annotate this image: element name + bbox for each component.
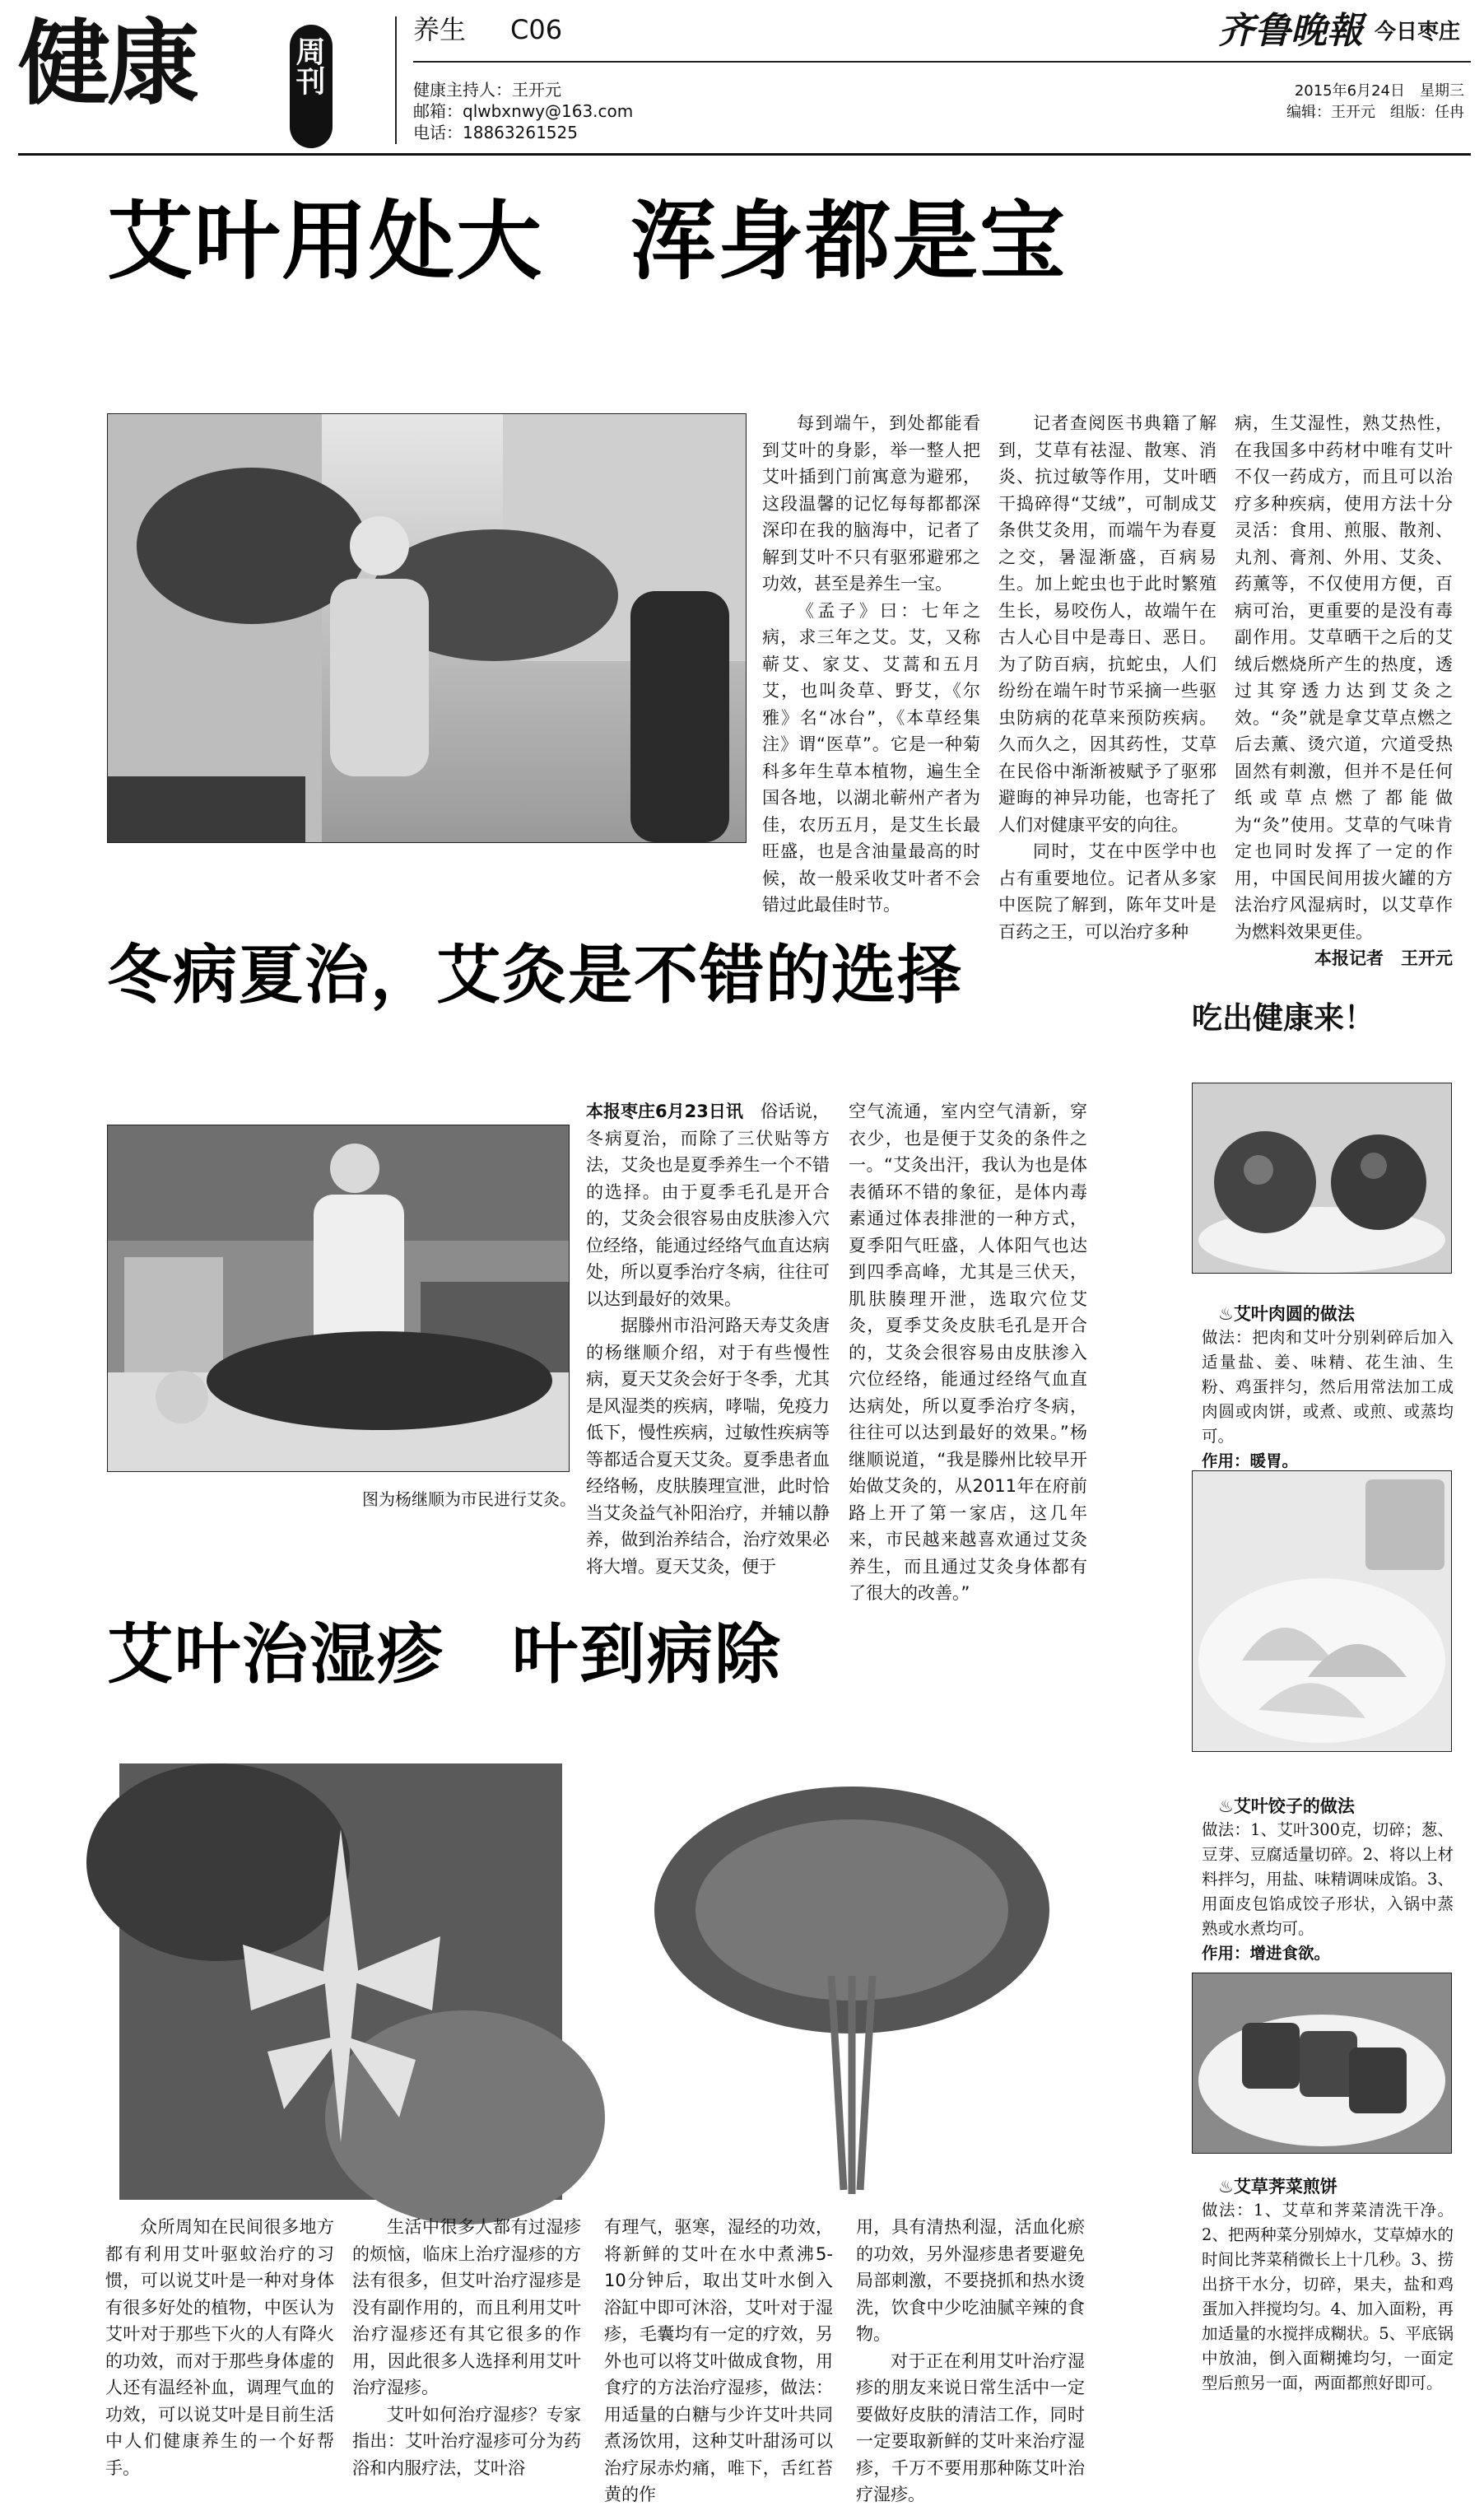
paragraph	[586, 1098, 830, 1312]
host-line: 健康主持人：王开元	[413, 80, 561, 100]
paragraph: 据滕州市沿河路天寿艾灸唐的杨继顺介绍，对于有些慢性病，夏天艾灸会好于冬季，尤其是风湿类的疾病，哮喘，免疫力低下，慢性疾病，过敏性疾病等等都适合夏天艾灸。夏季患者血经络畅，皮肤腠理宣泄，此时恰当艾灸益气补阳治疗，并辅以静养，做到治养结合，治疗效果必将大增。夏天艾灸，便于	[586, 1316, 830, 1577]
byline: 本报记者 王开元	[1314, 948, 1453, 968]
article3-headline: 艾叶治湿疹 叶到病除	[107, 1616, 782, 1693]
mugwort-pancake-photo	[1193, 1973, 1451, 2153]
recipe3-body	[1202, 2198, 1454, 2396]
recipe2-photo	[1192, 1470, 1452, 1752]
dateline: 本报枣庄6月23日讯	[586, 1102, 743, 1121]
article3-column-1	[105, 2214, 334, 2498]
recipe-title-text: 艾叶饺子的做法	[1233, 1796, 1355, 1816]
paragraph: 同时，艾在中医学中也占有重要地位。记者从多家中医院了解到，陈年艾叶是百药之王，可以治疗多种	[998, 841, 1217, 942]
article1-headline: 艾叶用处大 浑身都是宝	[107, 191, 1068, 291]
masthead-rule	[413, 61, 1471, 63]
bowl-icon: ♨	[1218, 1304, 1234, 1324]
recipe2-body	[1202, 1818, 1454, 1966]
article3-photo-right	[634, 1770, 1070, 2198]
recipe-method: 做法：1、艾草和荠菜清洗干净。2、把两种菜分别焯水，艾草焯水的时间比荠菜稍微长上十几秒。3、捞出挤干水分，切碎，果夫，盐和鸡蛋加入拌搅均匀。4、加入面粉，再加适量的水搅拌成糊状。5、平底锅中放油，倒入面糊摊均匀，一面定型后煎另一面，两面都煎好即可。	[1202, 2201, 1454, 2392]
recipe1-body	[1202, 1325, 1454, 1474]
article2-column-2	[849, 1098, 1087, 1603]
recipe-method: 做法：把肉和艾叶分别剁碎后加入适量盐、姜、味精、花生油、生粉、鸡蛋拌匀，然后用常法加工成肉圆或肉饼，或煮、或煎、或蒸均可。	[1202, 1328, 1454, 1446]
article3-column-2	[352, 2214, 581, 2498]
paragraph: 众所周知在民间很多地方都有利用艾叶驱蚊治疗的习惯，可以说艾叶是一种对身体有很多好处的植物，中医认为艾叶对于那些下火的人有降火的功效，而对于那些身体虚的人还有温经补血，调理气血的功效，可以说艾叶是目前生活中人们健康养生的一个好帮手。	[105, 2217, 334, 2478]
paragraph: 空气流通，室内空气清新，穿衣少，也是便于艾灸的条件之一。“艾灸出汗，我认为也是体表循环不错的象征，是体内毒素通过体表排泄的一种方式，夏季阳气旺盛，人体阳气也达到四季高峰，尤其是三伏天，肌肤腠理开泄，选取穴位艾灸，夏季艾灸皮肤毛孔是开合的，艾灸会很容易由皮肤渗入穴位经络，能通过经络气血直达病处，所以夏季治疗冬病，往往可以达到最好的效果。”杨继顺说道，“我是滕州比较早开始做艾灸的，从2011年在府前路上开了第一家店，这几年来，市民越来越喜欢通过艾灸养生，而且通过艾灸身体都有了很大的改善。”	[849, 1102, 1087, 1603]
paragraph: 用，具有清热利湿，活血化瘀的功效，另外湿疹患者要避免局部刺激，不要挠抓和热水烫洗，饮食中少吃油腻辛辣的食物。	[856, 2217, 1085, 2344]
mugwort-leaf-closeup-photo	[119, 1763, 562, 2200]
masthead	[0, 0, 1484, 156]
article2-column-1	[586, 1098, 830, 1577]
sidebar-title: 吃出健康来！	[1192, 1000, 1375, 1036]
paper-name: 齐鲁晚報	[1218, 10, 1363, 52]
paragraph: 艾叶如何治疗湿疹？专家指出：艾叶治疗湿疹可分为药浴和内服疗法，艾叶浴	[352, 2404, 581, 2478]
paragraph: 病，生艾湿性，熟艾热性，在我国多中药材中唯有艾叶不仅一药成方，而且可以治疗多种疾病，使用方法十分灵活：食用、煎服、散剂、丸剂、膏剂、外用、艾灸、药薰等，不仅使用方便，百病可治，更重要的是没有毒副作用。艾草晒干之后的艾绒后燃烧所产生的热度，透过其穿透力达到艾灸之效。“灸”就是拿艾草点燃之后去薰、烫穴道，穴道受热固然有刺激，但并不是任何纸或草点燃了都能做为“灸”使用。艾草的气味肯定也同时发挥了一定的作用，中国民间用拔火罐的方法治疗风湿病时，以艾草作为燃料效果更佳。	[1235, 413, 1453, 942]
moxibustion-treatment-photo	[108, 1125, 569, 1471]
article1-column-2	[998, 410, 1217, 942]
recipe3-title	[1218, 2173, 1337, 2198]
paragraph-text: 俗话说，冬病夏治，而除了三伏贴等方法，艾灸也是夏季养生一个不错的选择。由于夏季毛孔是开合的，艾灸会很容易由皮肤渗入穴位经络，能通过经络气血直达病处，所以夏季治疗冬病，往往可以达到最好的效果。	[586, 1102, 830, 1309]
mugwort-bundle-photo	[634, 1770, 1070, 2198]
paragraph: 《孟子》曰：七年之病，求三年之艾。艾，又称蕲艾、家艾、艾蒿和五月艾，也叫灸草、野艾，《尔雅》名“冰台”，《本草经集注》谓“医草”。它是一种菊科多年生草本植物，遍生全国各地，以湖北蕲州产者为佳，农历五月，是艾生长最旺盛，也是含油量最高的时候，故一般采收艾叶者不会错过此最佳时节。	[762, 600, 980, 915]
article1-column-1	[762, 410, 980, 915]
article1-column-3	[1235, 410, 1453, 968]
article2-photo	[107, 1125, 570, 1472]
masthead-bottom-rule	[18, 153, 1471, 156]
recipe2-title	[1218, 1793, 1355, 1818]
mugwort-meatballs-photo	[1193, 1083, 1451, 1273]
page-code: C06	[510, 14, 563, 45]
weekly-tag-text: 周刊	[291, 36, 325, 96]
recipe3-photo	[1192, 1973, 1452, 2154]
section-title: 健康	[18, 10, 196, 118]
paragraph: 每到端午，到处都能看到艾叶的身影，举一整人把艾叶插到门前寓意为避邪，这段温馨的记忆每每都都深深印在我的脑海中，记者了解到艾叶不只有驱邪避邪之功效，甚至是养生一宝。	[762, 413, 980, 594]
paragraph: 对于正在利用艾叶治疗湿疹的朋友来说日常生活中一定要做好皮肤的清洁工作，同时一定要取新鲜的艾叶来治疗湿疹，千万不要用那种陈艾叶治疗湿疹。	[856, 2350, 1085, 2504]
email-line: 邮箱：qlwbxnwy@163.com	[413, 101, 634, 121]
mugwort-dumplings-photo	[1193, 1471, 1451, 1751]
recipe1-photo	[1192, 1083, 1452, 1274]
editor-line: 编辑：王开元 组版：任冉	[1286, 104, 1464, 121]
paragraph: 有理气，驱寒，湿经的功效，将新鲜的艾叶在水中煮沸5-10分钟后，取出艾叶水倒入浴缸中即可沐浴，艾叶对于湿疹，毛囊均有一定的疗效，另外也可以将艾叶做成食物，用食疗的方法治疗湿疹，做法：用适量的白糖与少许艾叶共同煮汤饮用，这种艾叶甜汤可以治疗尿赤灼痛，唯下，舌红苔黄的作	[604, 2217, 833, 2504]
recipe1-title	[1218, 1301, 1355, 1325]
article2-caption: 图为杨继顺为市民进行艾灸。	[362, 1489, 576, 1509]
women-holding-mugwort-photo	[108, 414, 746, 842]
recipe-title-text: 艾叶肉圆的做法	[1233, 1304, 1355, 1324]
phone-line: 电话：18863261525	[413, 123, 578, 142]
bowl-icon: ♨	[1218, 2177, 1234, 2197]
article3-photo-left	[119, 1763, 562, 2200]
article3-column-3	[604, 2214, 833, 2504]
recipe-method: 做法：1、艾叶300克，切碎；葱、豆芽、豆腐适量切碎。2、将以上材料拌匀，用盐、味精调味成馅。3、用面皮包馅成饺子形状，入锅中蒸熟或水煮均可。	[1202, 1820, 1454, 1938]
divider-vertical	[395, 16, 397, 144]
column-name: 养生	[413, 14, 467, 45]
date-line: 2015年6月24日 星期三	[1294, 82, 1464, 100]
recipe-effect: 作用：暖胃。	[1202, 1451, 1299, 1470]
article3-column-4	[856, 2214, 1085, 2504]
paragraph: 记者查阅医书典籍了解到，艾草有祛湿、散寒、消炎、抗过敏等作用，艾叶晒干捣碎得“艾绒”，可制成艾条供艾灸用，而端午为春夏之交，暑湿渐盛，百病易生。加上蛇虫也于此时繁殖生长，易咬伤人，故端午在古人心目中是毒日、恶日。为了防百病，抗蛇虫，人们纷纷在端午时节采摘一些驱虫防病的花草来预防疾病。久而久之，因其药性，艾草在民俗中渐渐被赋予了驱邪避晦的神异功能，也寄托了人们对健康平安的向往。	[998, 413, 1217, 835]
article2-headline: 冬病夏治，艾灸是不错的选择	[107, 939, 964, 1013]
recipe-effect: 作用：增进食欲。	[1202, 1944, 1331, 1963]
recipe-title-text: 艾草荠菜煎饼	[1233, 2177, 1337, 2197]
edition-name: 今日枣庄	[1375, 20, 1461, 44]
article1-photo	[107, 413, 747, 843]
paragraph: 生活中很多人都有过湿疹的烦恼，临床上治疗湿疹的方法有很多，但艾叶治疗湿疹是没有副作用的，而且利用艾叶治疗湿疹还有其它很多的作用，因此很多人选择利用艾叶治疗湿疹。	[352, 2217, 581, 2397]
bowl-icon: ♨	[1218, 1796, 1234, 1816]
